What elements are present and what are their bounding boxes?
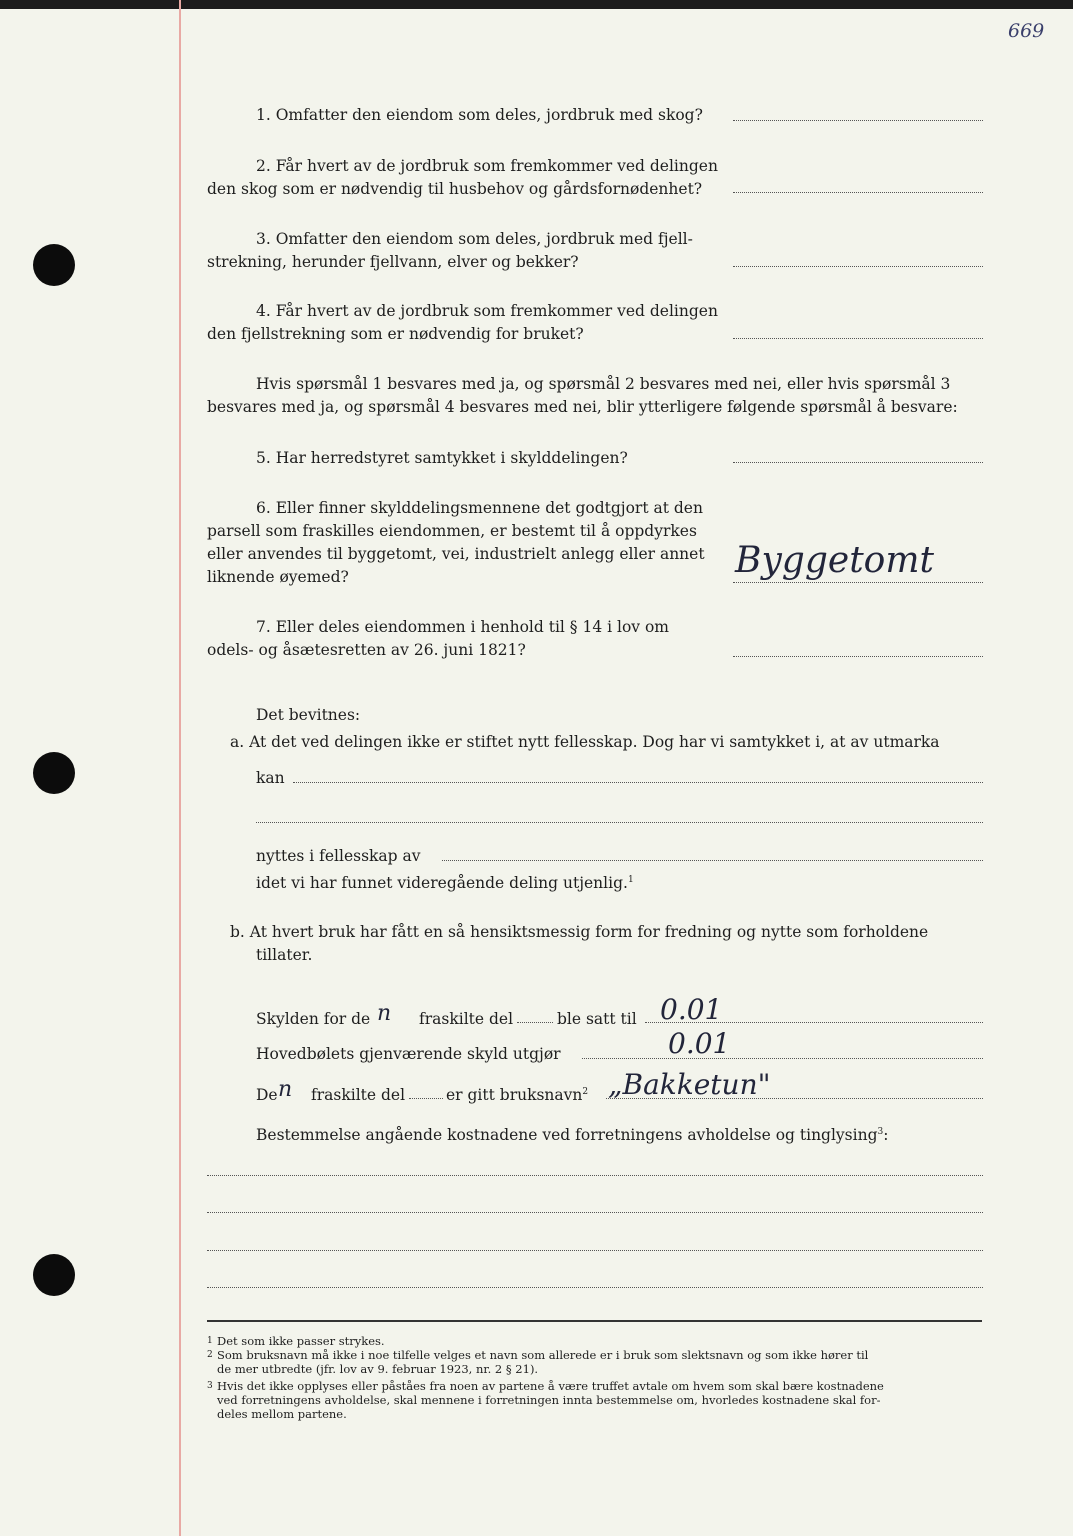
attest-a-kan: kan bbox=[256, 769, 285, 787]
answer-line-costs-2[interactable] bbox=[207, 1212, 983, 1213]
punch-hole bbox=[33, 1254, 75, 1296]
question-2-line1: 2. Får hvert av de jordbruk som fremkommer ved delingen bbox=[256, 157, 718, 175]
question-3-line1: 3. Omfatter den eiendom som deles, jordbruk med fjell- bbox=[256, 230, 693, 248]
answer-line-q5[interactable] bbox=[733, 462, 983, 463]
answer-line-q2[interactable] bbox=[733, 192, 983, 193]
attest-b-line2: tillater. bbox=[256, 946, 313, 964]
footnote-3-cont-2: deles mellom partene. bbox=[217, 1407, 347, 1421]
answer-line-kan[interactable] bbox=[293, 782, 983, 783]
skyld-line3-end: er gitt bruksnavn$^2$ bbox=[446, 1086, 589, 1104]
answer-line-q6[interactable] bbox=[733, 582, 983, 583]
footnote-2: 2 Som bruksnavn må ikke i noe tilfelle velges et navn som allerede er i bruk som slektsnavn og som ikke hører til bbox=[207, 1348, 869, 1362]
question-7-line2: odels- og åsætesretten av 26. juni 1821? bbox=[207, 641, 526, 659]
punch-hole bbox=[33, 244, 75, 286]
skyld-line3-label: De bbox=[256, 1086, 278, 1104]
skyld-line1-mid: fraskilte del bbox=[419, 1010, 514, 1028]
skyld-line1-label: Skylden for de bbox=[256, 1010, 371, 1028]
attest-heading: Det bevitnes: bbox=[256, 706, 361, 724]
answer-line-q3[interactable] bbox=[733, 266, 983, 267]
attest-b-line1: b. At hvert bruk har fått en så hensiktsmessig form for fredning og nytte som forholdene bbox=[230, 923, 929, 941]
answer-line-del[interactable] bbox=[517, 1022, 553, 1023]
attest-a-nyttes: nyttes i fellesskap av bbox=[256, 847, 421, 865]
question-6-line2: parsell som fraskilles eiendommen, er bestemt til å oppdyrkes bbox=[207, 522, 697, 540]
question-6-line3: eller anvendes til byggetomt, vei, industrielt anlegg eller annet bbox=[207, 545, 705, 563]
footnote-3: 3 Hvis det ikke opplyses eller påståes fra noen av partene å være truffet avtale om hvem som skal bære kostnadene bbox=[207, 1379, 884, 1393]
answer-line-q1[interactable] bbox=[733, 120, 983, 121]
handwritten-n: n bbox=[278, 1077, 293, 1102]
scan-top-edge bbox=[0, 0, 1073, 9]
punch-hole bbox=[33, 752, 75, 794]
footnote-2-cont: de mer utbredte (jfr. lov av 9. februar 1923, nr. 2 § 21). bbox=[217, 1362, 539, 1376]
costs-label: Bestemmelse angående kostnadene ved forretningens avholdelse og tinglysing$^3$: bbox=[256, 1126, 889, 1144]
handwritten-hovedbol-value: 0.01 bbox=[668, 1027, 731, 1060]
instruction-line2: besvares med ja, og spørsmål 4 besvares med nei, blir ytterligere følgende spørsmål å besvare: bbox=[207, 398, 958, 416]
question-5: 5. Har herredstyret samtykket i skylddelingen? bbox=[256, 449, 628, 467]
question-1: 1. Omfatter den eiendom som deles, jordbruk med skog? bbox=[256, 106, 703, 124]
answer-line-q7[interactable] bbox=[733, 656, 983, 657]
handwritten-skyld-value: 0.01 bbox=[660, 993, 723, 1026]
footnote-3-cont: ved forretningens avholdelse, skal mennene i forretningen innta bestemmelse om, hvorledes kostnadene skal for- bbox=[217, 1393, 881, 1407]
answer-line-costs-4[interactable] bbox=[207, 1287, 983, 1288]
skyld-line3-mid: fraskilte del bbox=[311, 1086, 406, 1104]
answer-line-nyttes[interactable] bbox=[442, 860, 983, 861]
skyld-line2-label: Hovedbølets gjenværende skyld utgjør bbox=[256, 1045, 561, 1063]
question-3-line2: strekning, herunder fjellvann, elver og bekker? bbox=[207, 253, 579, 271]
answer-line-hovedbol[interactable] bbox=[582, 1058, 983, 1059]
answer-line-blank[interactable] bbox=[256, 822, 983, 823]
attest-a-line1: a. At det ved delingen ikke er stiftet nytt fellesskap. Dog har vi samtykket i, at av utmarka bbox=[230, 733, 940, 751]
question-4-line1: 4. Får hvert av de jordbruk som fremkommer ved delingen bbox=[256, 302, 718, 320]
question-6-line4: liknende øyemed? bbox=[207, 568, 349, 586]
handwritten-n: n bbox=[377, 1001, 392, 1026]
question-4-line2: den fjellstrekning som er nødvendig for bruket? bbox=[207, 325, 584, 343]
answer-line-skyld[interactable] bbox=[645, 1022, 983, 1023]
answer-line-q4[interactable] bbox=[733, 338, 983, 339]
footnote-1: 1 Det som ikke passer strykes. bbox=[207, 1334, 385, 1348]
attest-a-idet: idet vi har funnet videregående deling utjenlig.$^1$ bbox=[256, 874, 634, 892]
page-number: 669 bbox=[1008, 20, 1045, 42]
margin-rule bbox=[179, 0, 181, 1536]
answer-line-del-2[interactable] bbox=[409, 1098, 443, 1099]
footnote-divider bbox=[207, 1320, 982, 1322]
handwritten-bruksnavn: „Bakketun" bbox=[608, 1068, 771, 1101]
instruction-line1: Hvis spørsmål 1 besvares med ja, og spørsmål 2 besvares med nei, eller hvis spørsmål 3 bbox=[256, 375, 951, 393]
question-6-line1: 6. Eller finner skylddelingsmennene det godtgjort at den bbox=[256, 499, 703, 517]
question-2-line2: den skog som er nødvendig til husbehov og gårdsfornødenhet? bbox=[207, 180, 703, 198]
answer-line-costs-3[interactable] bbox=[207, 1250, 983, 1251]
answer-line-costs-1[interactable] bbox=[207, 1175, 983, 1176]
skyld-line1-end: ble satt til bbox=[557, 1010, 637, 1028]
question-7-line1: 7. Eller deles eiendommen i henhold til § 14 i lov om bbox=[256, 618, 670, 636]
answer-line-bruksnavn[interactable] bbox=[606, 1098, 983, 1099]
handwritten-answer-q6: Byggetomt bbox=[735, 540, 934, 581]
